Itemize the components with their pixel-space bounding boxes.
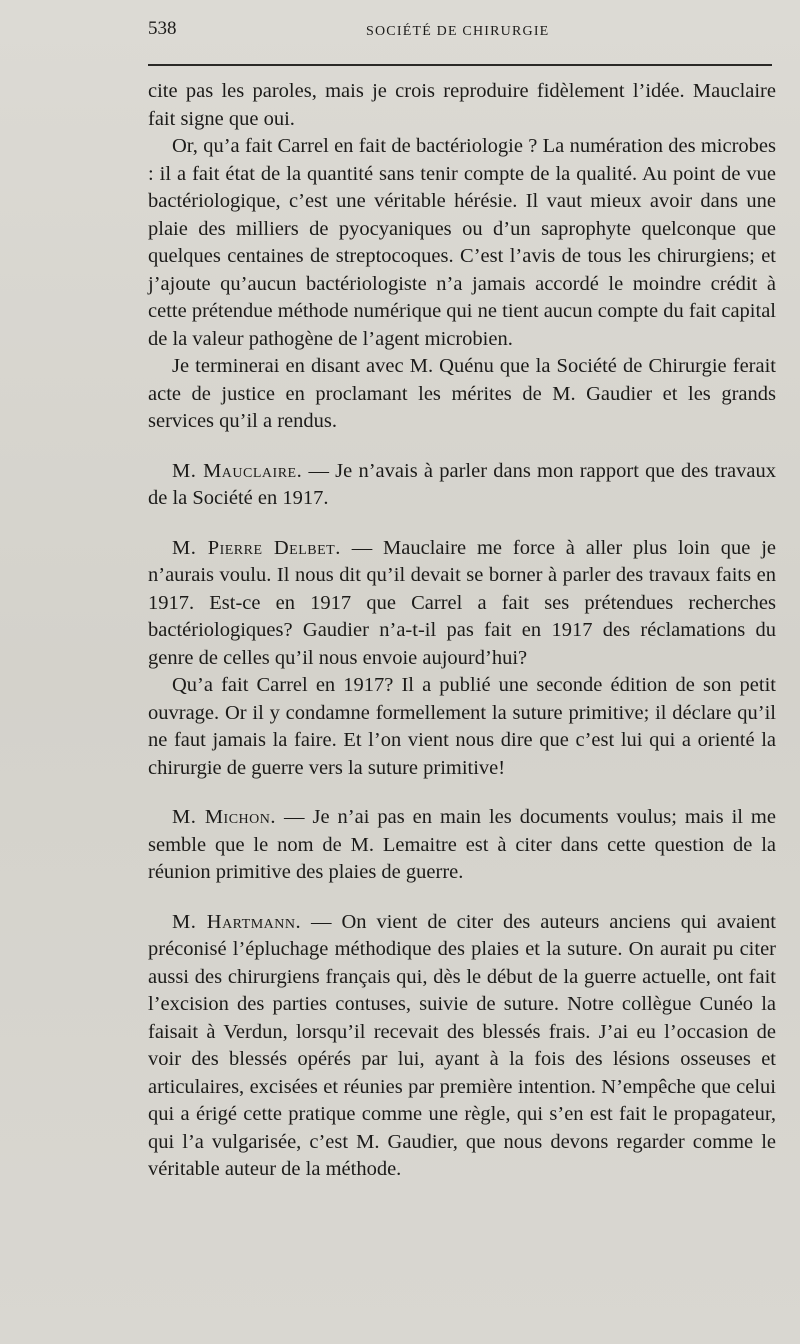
speech-hartmann	[148, 909, 776, 1184]
paragraph-conclusion: Je terminerai en disant avec M. Quénu que la Société de Chirurgie ferait acte de justice en proclamant les mérites de M. Gaudier et les grands services qu’il a rendus.	[148, 355, 776, 432]
speech-delbet	[148, 535, 776, 673]
speaker-name: M. Michon.	[172, 806, 277, 828]
speech-text: — Je n’ai pas en main les documents voulus; mais il me semble que le nom de M. Lemaitre est à citer dans cette question de la réunion primitive des plaies de guerre.	[148, 806, 776, 883]
speaker-name: M. Hartmann.	[172, 910, 302, 933]
speech-text: — On vient de citer des auteurs anciens qui avaient préconisé l’épluchage méthodique des plaies et la suture. On aurait pu citer aussi des chirurgiens français qui, dès le début de la guerre actuelle, ont fait l’excision des parties contuses, suivie de suture. Notre collègue Cunéo la faisait à Verdun, lorsqu’il recevait des blessés frais. J’ai eu l’occasion de voir des blessés opérés par lui, ayant à la fois des lésions osseuses et articulaires, excisées et réunies par première intention. N’empêche que celui qui a érigé cette pratique comme une règle, qui s’en est fait le propagateur, qui l’a vulgarisée, c’est M. Gaudier, que nous devons regarder comme le véritable auteur de la méthode.	[148, 910, 776, 1180]
paragraph-continuation: cite pas les paroles, mais je crois reproduire fidèlement l’idée. Mauclaire fait signe que oui.	[148, 80, 776, 130]
paragraph-bacteriology: Or, qu’a fait Carrel en fait de bactériologie ? La numération des microbes : il a fait état de la quantité sans tenir compte de la qualité. Au point de vue bactériologique, c’est une véritable hérésie. Il vaut mieux avoir dans une plaie des milliers de pyocyaniques ou d’un saprophyte quelconque que quelques centaines de streptocoques. C’est l’avis de tous les chirurgiens; et j’ajoute qu’aucun bactériologiste n’a jamais accordé le moindre crédit à cette prétendue méthode numérique qui ne tient aucun compte du fait capital de la valeur pathogène de l’agent microbien.	[148, 135, 776, 350]
running-head: SOCIÉTÉ DE CHIRURGIE	[366, 24, 550, 39]
page-number: 538	[148, 18, 177, 39]
speech-text: — Mauclaire me force à aller plus loin que je n’aurais voulu. Il nous dit qu’il devait se borner à parler des travaux faits en 1917. Est-ce en 1917 que Carrel a fait ses prétendues recherches bactériologiques? Gaudier n’a-t-il pas fait en 1917 des réclamations du genre de celles qu’il nous envoie aujourd’hui?	[148, 536, 776, 669]
speech-mauclaire	[148, 458, 776, 513]
header-rule	[148, 64, 772, 66]
speech-michon	[148, 804, 776, 887]
speech-text: — Je n’avais à parler dans mon rapport que des travaux de la Société en 1917.	[148, 459, 776, 509]
speaker-name: M. Pierre Delbet.	[172, 536, 341, 559]
speaker-name: M. Mauclaire.	[172, 459, 303, 482]
paragraph-carrel-1917: Qu’a fait Carrel en 1917? Il a publié une seconde édition de son petit ouvrage. Or il y condamne formellement la suture primitive; il déclare qu’il ne faut jamais la faire. Et l’on vient nous dire que c’est lui qui a orienté la chirurgie de guerre vers la suture primitive!	[148, 674, 776, 779]
page-body	[148, 78, 776, 1184]
page-header	[148, 18, 770, 48]
